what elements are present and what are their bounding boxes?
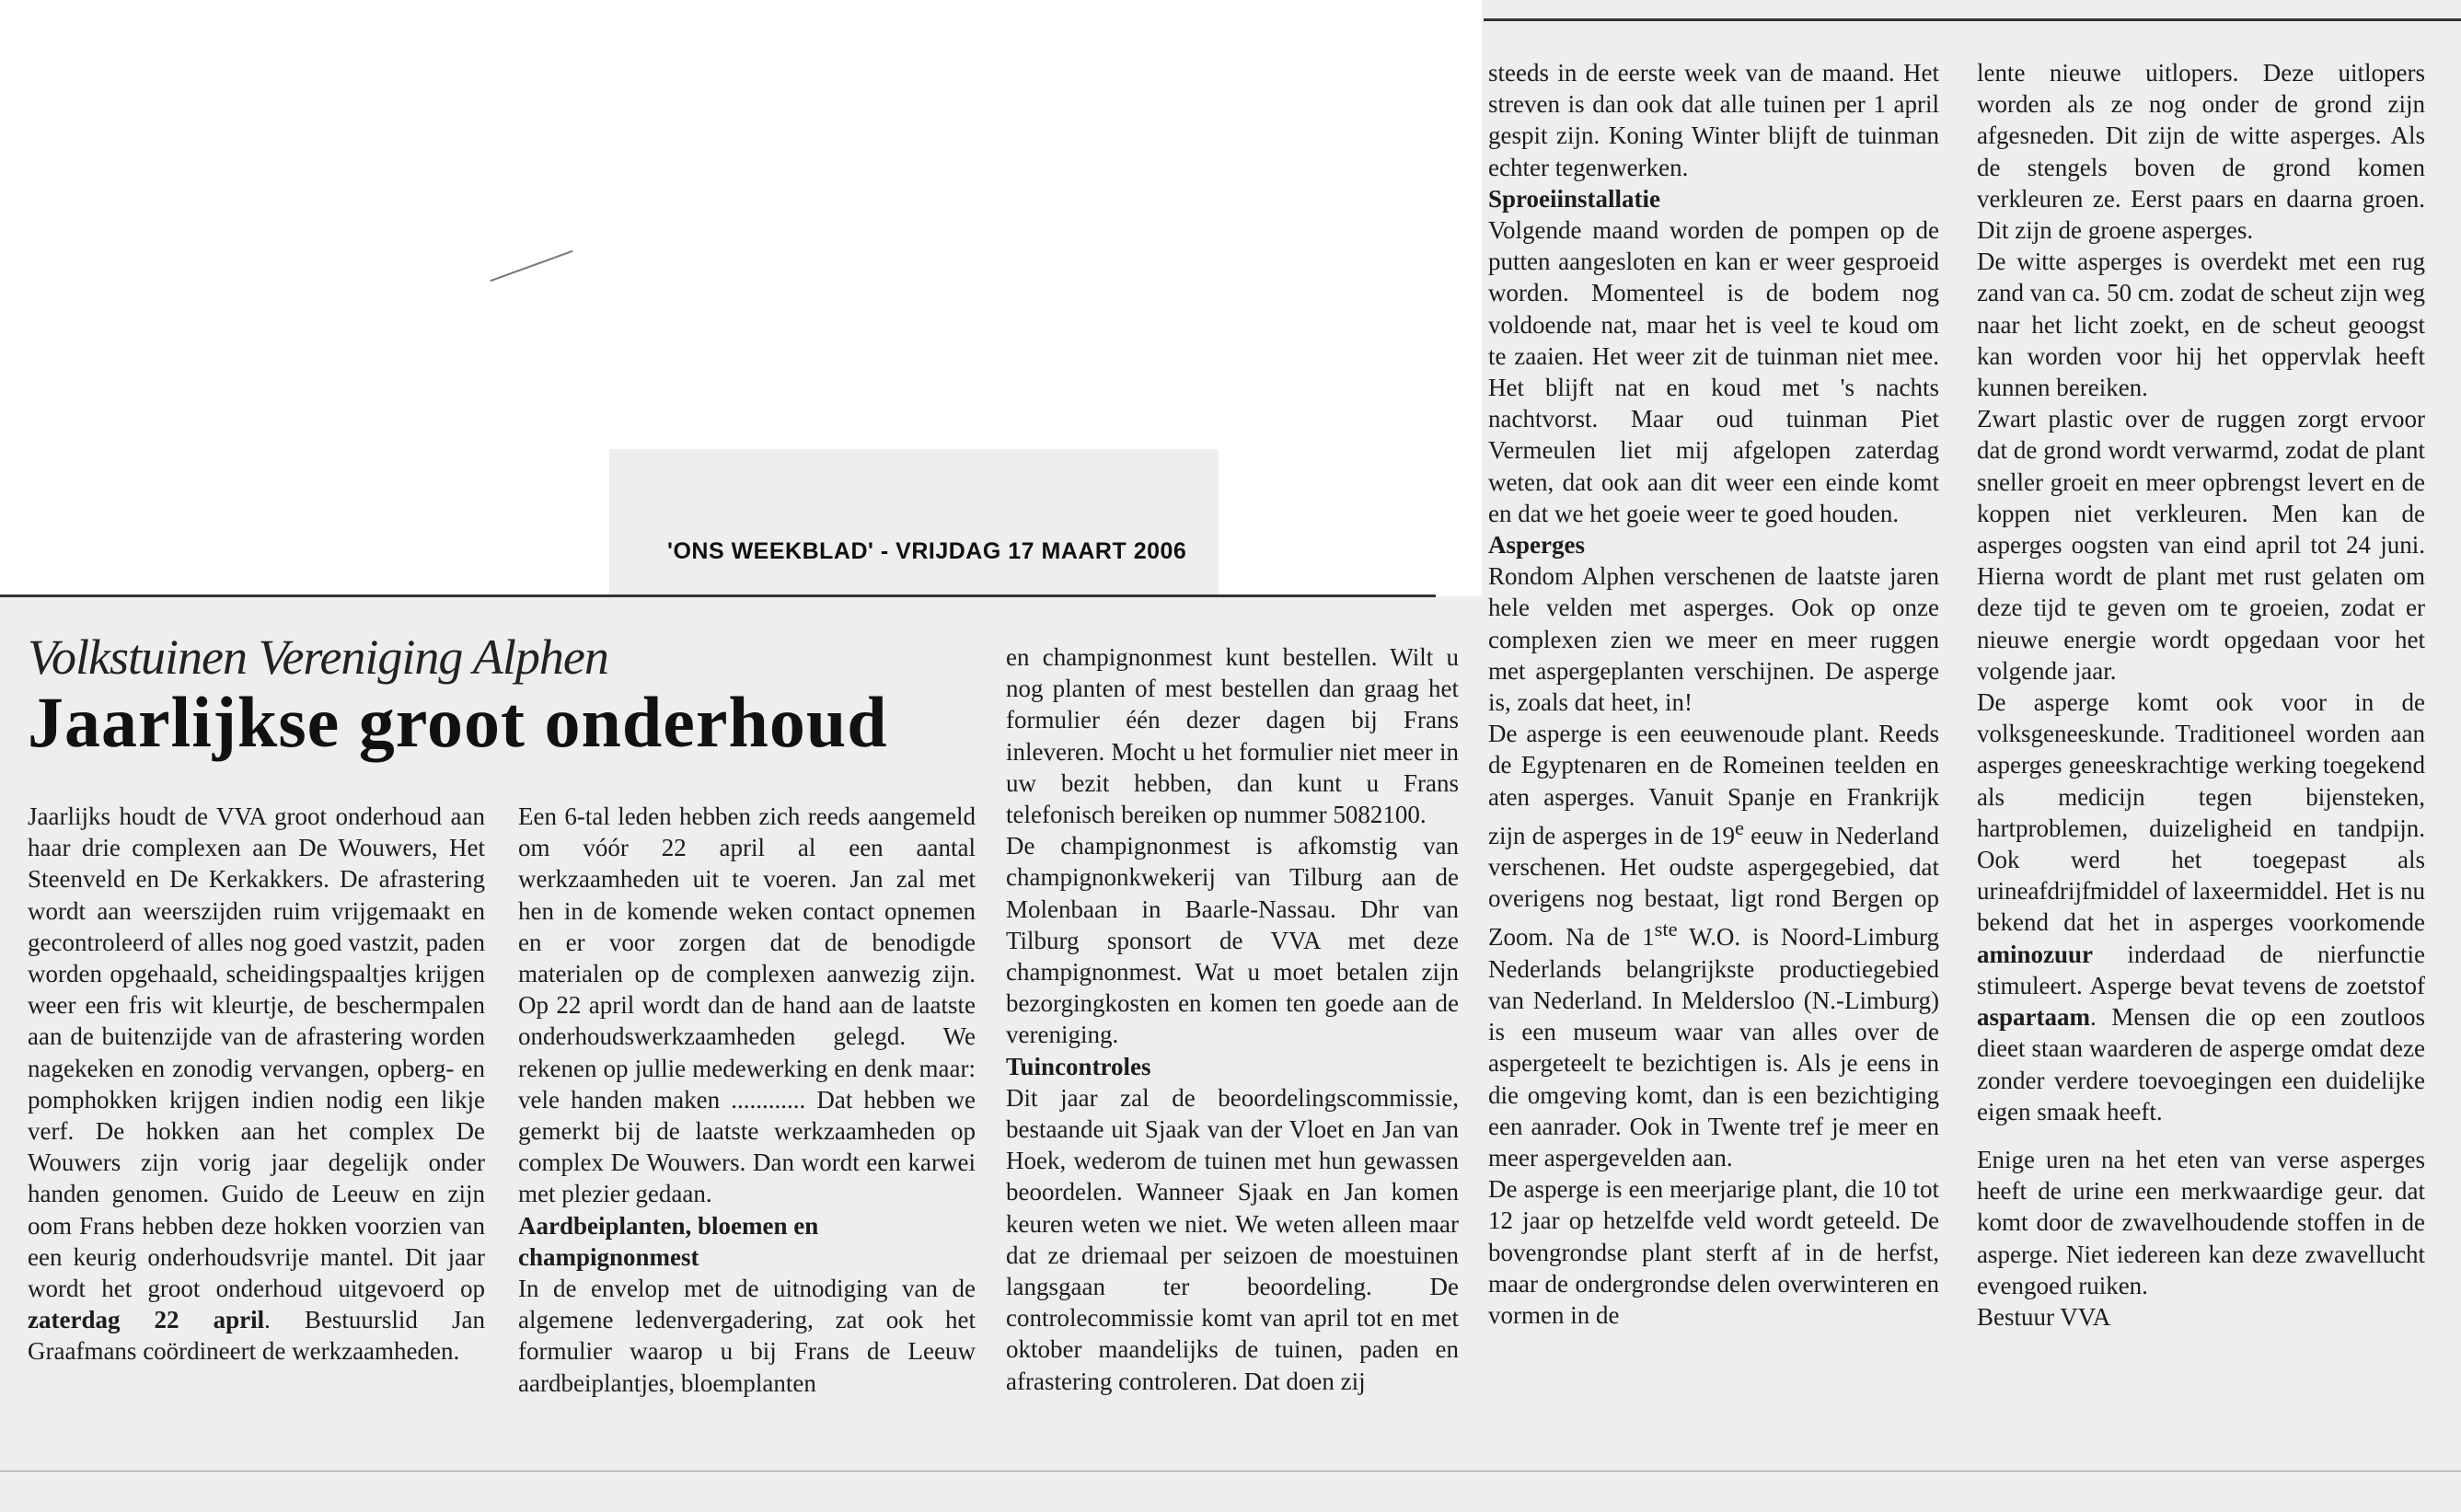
subheading-tuincontroles: Tuincontroles bbox=[1006, 1052, 1151, 1080]
column-4 bbox=[1488, 57, 1939, 1331]
paragraph: en champignonmest kunt bestellen. Wilt u nog planten of mest bestellen dan graag het formulier één dezer dagen bij Frans inleveren. Mocht u het formulier niet meer in uw bezit hebben, dan kunt u Frans telefonisch bereiken op nummer 5082100. bbox=[1006, 643, 1459, 829]
paragraph: Enige uren na het eten van verse asperges heeft de urine een merkwaardige geur. dat komt door de zwavelhoudende stoffen in de asperge. Niet iedereen kan deze zwavellucht evengoed ruiken. bbox=[1977, 1145, 2425, 1299]
signature: Bestuur VVA bbox=[1977, 1302, 2111, 1331]
column-1 bbox=[28, 801, 485, 1368]
subheading-asperges: Asperges bbox=[1488, 531, 1585, 560]
subheading-aardbeiplanten: Aardbeiplanten, bloemen en champignonmest bbox=[518, 1211, 819, 1271]
paragraph: Volgende maand worden de pompen op de putten aangesloten en kan er weer gesproeid worden. Momenteel is de bodem nog voldoende nat, maar het is veel te koud om te zaaien. Het weer zit de tuinman niet mee. Het blijft nat en koud met 's nachts nachtvorst. Maar oud tuinman Piet Vermeulen liet mij afgelopen zaterdag weten, dat ook aan dit weer een einde komt en dat we het goeie weer te goed houden. bbox=[1488, 216, 1939, 527]
paragraph: Dit jaar zal de beoordelingscommissie, bestaande uit Sjaak van der Vloet en Jan van Hoek, wederom de tuinen met hun gewassen beoordelen. Wanneer Sjaak en Jan komen keuren weten we niet. We weten alleen maar dat ze driemaal per seizoen de moestuinen langsgaan ter beoordeling. De controlecommissie komt van april tot en met oktober maandelijks de tuinen, paden en afrastering controleren. Dat doen zij bbox=[1006, 1083, 1459, 1395]
paragraph: Zwart plastic over de ruggen zorgt ervoor dat de grond wordt verwarmd, zodat de plant sneller groeit en meer opbrengst levert en de koppen niet verkleuren. Men kan de asperges oogsten van eind april tot 24 juni. Hierna wordt de plant met rust gelaten om deze tijd te geven om te groeien, zodat er nieuwe energie wordt opgedaan voor het volgende jaar. bbox=[1977, 405, 2425, 685]
paragraph: De asperge is een eeuwenoude plant. Reeds de Egyptenaren en de Romeinen teelden en aten asperges. Vanuit Spanje en Frankrijk zijn de asperges in de 19e eeuw in Nederland verschenen. Het oudste aspergegebied, dat overigens nog bestaat, ligt rond Bergen op Zoom. Na de 1ste W.O. is Noord-Limburg Nederlands belangrijkste productiegebied van Nederland. In Meldersloo (N.-Limburg) is een museum waar van alles over de aspergeteelt te bezichtigen is. Als je eens in die omgeving komt, dan is een bezichtiging een aanrader. Ook in Twente tref je meer en meer aspergevelden aan. bbox=[1488, 720, 1939, 1172]
kicker: Volkstuinen Vereniging Alphen bbox=[28, 629, 608, 685]
paragraph: De asperge is een meerjarige plant, die 10 tot 12 jaar op hetzelfde veld wordt geteeld. De bovengrondse plant sterft af in de herfst, maar de ondergrondse delen overwinteren en vormen in de bbox=[1488, 1175, 1939, 1329]
rule-top-right bbox=[1484, 18, 2461, 21]
headline: Jaarlijkse groot onderhoud bbox=[28, 682, 888, 762]
paragraph: Jaarlijks houdt de VVA groot onderhoud aan haar drie complexen aan De Wouwers, Het Steenveld en De Kerkakkers. De afrastering wordt aan weerszijden ruim vrijgemaakt en gecontroleerd of alles nog goed vastzit, paden worden opgehaald, scheidingspaaltjes krijgen weer een fris wit kleurtje, de beschermpalen aan de buitenzijde van de afrastering worden nagekeken en zonodig vervangen, opberg- en pomphokken krijgen indien nodig een likje verf. De hokken aan het complex De Wouwers zijn vorig jaar degelijk onder handen genomen. Guido de Leeuw en zijn oom Frans hebben deze hokken voorzien van een keurig onderhoudsvrije mantel. Dit jaar wordt het groot onderhoud uitgevoerd op zaterdag 22 april. Bestuurslid Jan Graafmans coördineert de werkzaamheden. bbox=[28, 802, 485, 1366]
clipping-dateline bbox=[609, 449, 1219, 610]
rule-dateline bbox=[0, 594, 1436, 597]
column-2 bbox=[518, 801, 976, 1399]
column-3 bbox=[1006, 641, 1459, 1397]
paragraph: De asperge komt ook voor in de volksgeneeskunde. Traditioneel worden aan asperges geneeskrachtige werking toegekend als medicijn tegen bijensteken, hartproblemen, duizeligheid en tandpijn. Ook werd het toegepast als urineafdrijfmiddel of laxeermiddel. Het is nu bekend dat het in asperges voorkomende aminozuur inderdaad de nierfunctie stimuleert. Asperge bevat tevens de zoetstof aspartaam. Mensen die op een zoutloos dieet staan waarderen de asperge omdat deze zonder verdere toevoegingen een duidelijke eigen smaak heeft. bbox=[1977, 688, 2425, 1125]
paragraph: Een 6-tal leden hebben zich reeds aangemeld om vóór 22 april al een aantal werkzaamheden uit te voeren. Jan zal met hen in de komende weken contact opnemen en er voor zorgen dat de benodigde materialen op de complexen aanwezig zijn. Op 22 april wordt dan de hand aan de laatste onderhoudswerkzaamheden gelegd. We rekenen op jullie medewerking en denk maar: vele handen maken ............ Dat hebben we gemerkt bij de laatste werkzaamheden op complex De Wouwers. Dan wordt een karwei met plezier gedaan. bbox=[518, 802, 976, 1208]
paragraph: Rondom Alphen verschenen de laatste jaren hele velden met asperges. Ook op onze complexen zien we meer en meer ruggen met aspergeplanten verschijnen. De asperge is, zoals dat heet, in! bbox=[1488, 562, 1939, 717]
subheading-sproeiinstallatie: Sproeiinstallatie bbox=[1488, 184, 1661, 213]
dateline: 'ONS WEEKBLAD' - VRIJDAG 17 MAART 2006 bbox=[667, 538, 1187, 564]
column-5 bbox=[1977, 57, 2425, 1333]
paragraph: In de envelop met de uitnodiging van de algemene ledenvergadering, zat ook het formulier waarop u bij Frans de Leeuw aardbeiplantjes, bloemplanten bbox=[518, 1275, 976, 1397]
pencil-mark bbox=[491, 250, 573, 282]
paragraph: steeds in de eerste week van de maand. Het streven is dan ook dat alle tuinen per 1 april gespit zijn. Koning Winter blijft de tuinman echter tegenwerken. bbox=[1488, 59, 1939, 181]
paragraph: lente nieuwe uitlopers. Deze uitlopers worden als ze nog onder de grond zijn afgesneden. Dit zijn de witte asperges. Als de stengels boven de grond komen verkleuren ze. Eerst paars en daarna groen. Dit zijn de groene asperges. bbox=[1977, 59, 2425, 245]
paragraph: De witte asperges is overdekt met een rug zand van ca. 50 cm. zodat de scheut zijn weg naar het licht zoekt, en de scheut geoogst kan worden voor hij het oppervlak heeft kunnen bereiken. bbox=[1977, 248, 2425, 402]
rule-bottom bbox=[0, 1471, 2461, 1472]
paragraph: De champignonmest is afkomstig van champignonkwekerij van Tilburg aan de Molenbaan in Baarle-Nassau. Dhr van Tilburg sponsort de VVA met deze champignonmest. Wat u moet betalen zijn bezorgingkosten en komen ten goede aan de vereniging. bbox=[1006, 832, 1459, 1049]
